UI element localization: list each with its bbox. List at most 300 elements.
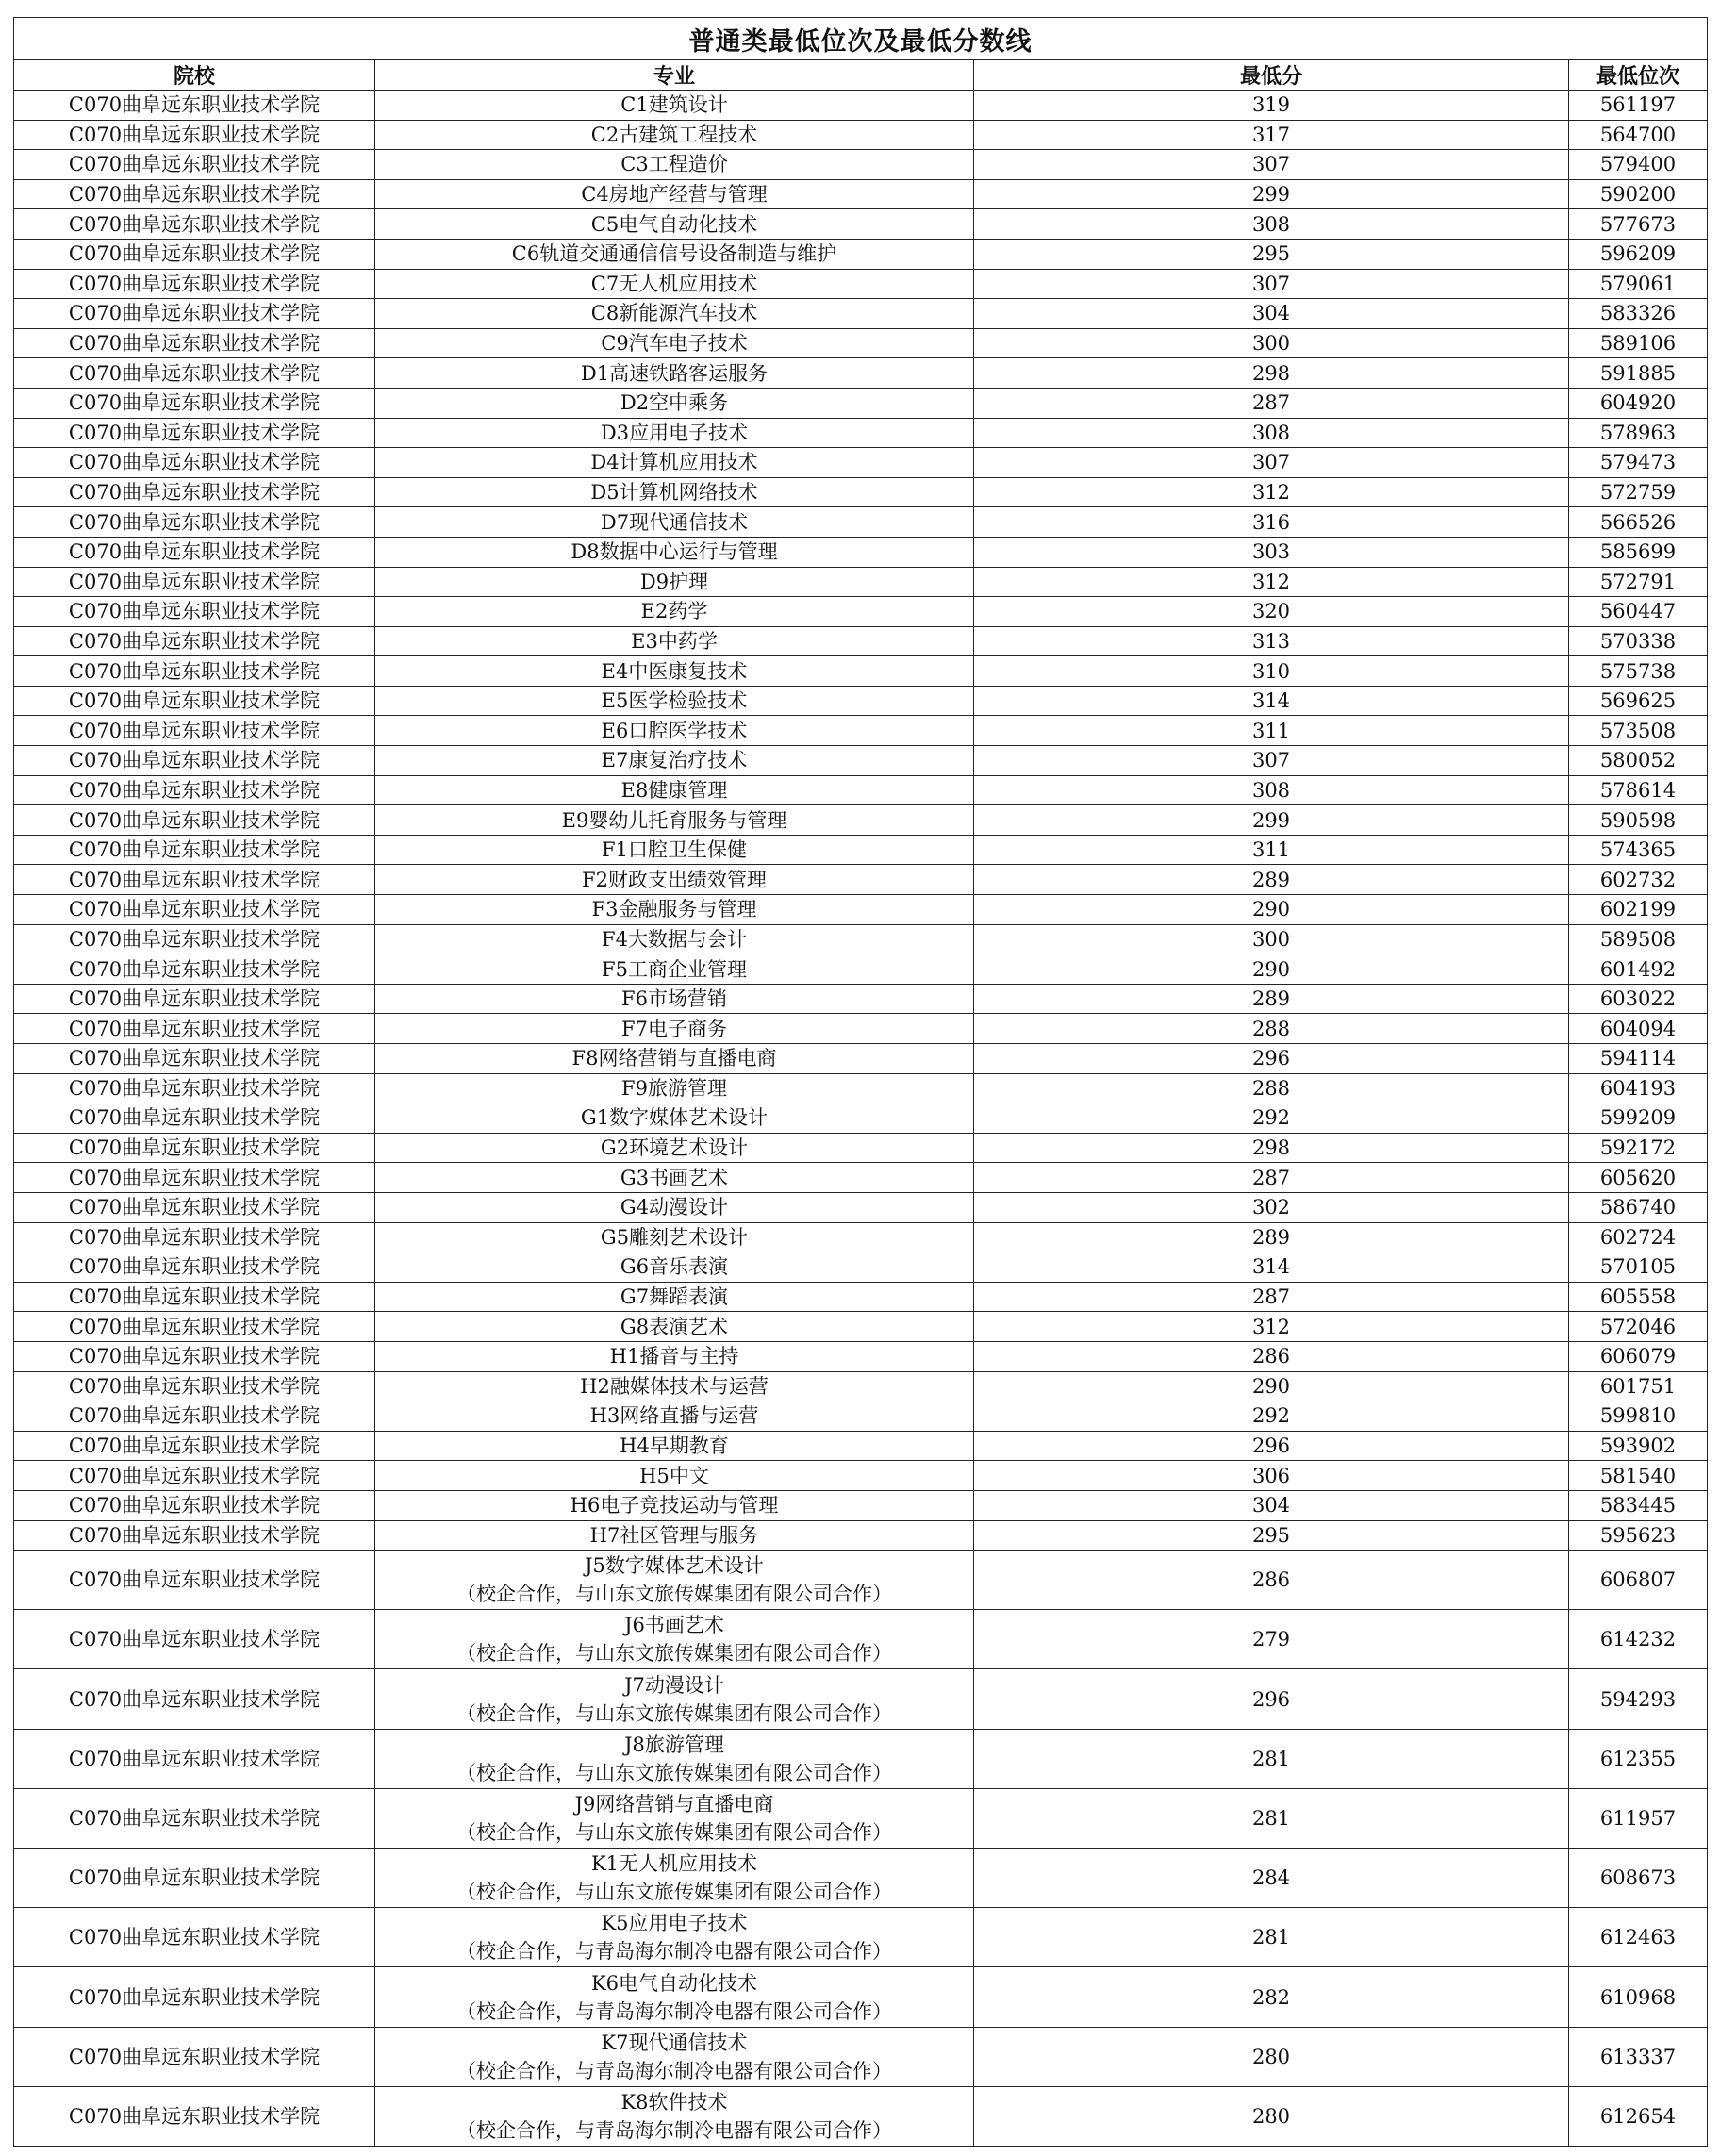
major-note: （校企合作，与青岛海尔制冷电器有限公司合作） (456, 2059, 892, 2082)
major-cell (375, 567, 974, 597)
major-cell (375, 269, 974, 299)
min-score-cell: 287 (974, 388, 1569, 418)
school-cell: C070曲阜远东职业技术学院 (14, 1133, 375, 1163)
min-rank-cell: 574365 (1569, 835, 1708, 865)
table-row (14, 1341, 1708, 1371)
major-name: G5雕刻艺术设计 (600, 1225, 749, 1249)
major-cell (375, 597, 974, 627)
min-score-cell: 314 (974, 686, 1569, 716)
major-name: J5数字媒体艺术设计 (585, 1554, 764, 1578)
major-cell (375, 656, 974, 687)
major-name: C9汽车电子技术 (601, 332, 748, 356)
major-name: D7现代通信技术 (600, 510, 749, 534)
major-name: F3金融服务与管理 (591, 898, 757, 921)
school-cell: C070曲阜远东职业技术学院 (14, 1401, 375, 1432)
min-rank-cell: 589508 (1569, 924, 1708, 954)
min-rank-cell: 586740 (1569, 1192, 1708, 1222)
min-score-cell: 319 (974, 91, 1569, 121)
table-row (14, 2086, 1708, 2146)
table-row (14, 865, 1708, 895)
min-score-cell: 298 (974, 1133, 1569, 1163)
school-cell: C070曲阜远东职业技术学院 (14, 1073, 375, 1103)
school-cell: C070曲阜远东职业技术学院 (14, 477, 375, 507)
table-row (14, 954, 1708, 985)
min-rank-cell: 589106 (1569, 328, 1708, 358)
table-row (14, 91, 1708, 121)
min-score-cell: 284 (974, 1849, 1569, 1908)
major-cell (375, 1103, 974, 1134)
major-cell (375, 746, 974, 776)
min-score-cell: 292 (974, 1401, 1569, 1432)
major-cell (375, 805, 974, 836)
major-cell (375, 120, 974, 150)
school-cell: C070曲阜远东职业技术学院 (14, 686, 375, 716)
min-rank-cell: 569625 (1569, 686, 1708, 716)
min-rank-cell: 612463 (1569, 1908, 1708, 1967)
major-cell (375, 537, 974, 567)
major-cell (375, 1401, 974, 1432)
major-name: K1无人机应用技术 (590, 1852, 758, 1876)
min-rank-cell: 604193 (1569, 1073, 1708, 1103)
min-rank-cell: 585699 (1569, 537, 1708, 567)
major-cell (375, 239, 974, 269)
min-rank-cell: 560447 (1569, 597, 1708, 627)
table-row (14, 1192, 1708, 1222)
min-score-cell: 303 (974, 537, 1569, 567)
min-rank-cell: 605620 (1569, 1163, 1708, 1193)
min-score-cell: 312 (974, 477, 1569, 507)
table-row (14, 2027, 1708, 2086)
min-score-cell: 298 (974, 358, 1569, 389)
min-score-cell: 300 (974, 924, 1569, 954)
major-cell (375, 448, 974, 478)
table-body (14, 91, 1708, 2147)
major-name: D2空中乘务 (620, 391, 729, 415)
min-rank-cell: 606807 (1569, 1551, 1708, 1610)
table-row (14, 537, 1708, 567)
school-cell: C070曲阜远东职业技术学院 (14, 537, 375, 567)
major-name: G4动漫设计 (620, 1196, 729, 1219)
school-cell: C070曲阜远东职业技术学院 (14, 507, 375, 538)
major-cell (375, 1729, 974, 1788)
major-cell (375, 1908, 974, 1967)
table-row (14, 1222, 1708, 1252)
table-row (14, 656, 1708, 687)
major-name: J9网络营销与直播电商 (574, 1792, 774, 1816)
min-score-cell: 296 (974, 1044, 1569, 1074)
major-name: E4中医康复技术 (601, 659, 748, 683)
school-cell: C070曲阜远东职业技术学院 (14, 775, 375, 805)
table-row (14, 1908, 1708, 1967)
school-cell: C070曲阜远东职业技术学院 (14, 1849, 375, 1908)
major-name: C8新能源汽车技术 (590, 302, 758, 325)
school-cell: C070曲阜远东职业技术学院 (14, 358, 375, 389)
min-score-cell: 281 (974, 1729, 1569, 1788)
major-name: J7动漫设计 (624, 1673, 724, 1697)
header-min-score: 最低分 (974, 60, 1569, 91)
major-cell (375, 418, 974, 448)
school-cell: C070曲阜远东职业技术学院 (14, 567, 375, 597)
major-cell (375, 835, 974, 865)
major-cell (375, 1341, 974, 1371)
school-cell: C070曲阜远东职业技术学院 (14, 1044, 375, 1074)
major-name: E3中药学 (631, 629, 718, 653)
school-cell: C070曲阜远东职业技术学院 (14, 1312, 375, 1342)
major-cell (375, 1371, 974, 1401)
major-note: （校企合作，与山东文旅传媒集团有限公司合作） (456, 1820, 892, 1844)
school-cell: C070曲阜远东职业技术学院 (14, 1371, 375, 1401)
min-rank-cell: 594114 (1569, 1044, 1708, 1074)
table-row (14, 418, 1708, 448)
major-name: E5医学检验技术 (601, 689, 748, 713)
header-major: 专业 (375, 60, 974, 91)
school-cell: C070曲阜远东职业技术学院 (14, 1967, 375, 2027)
min-score-cell: 308 (974, 418, 1569, 448)
major-name: E9婴幼儿托育服务与管理 (561, 808, 787, 832)
min-score-cell: 290 (974, 895, 1569, 925)
major-name: C7无人机应用技术 (590, 272, 758, 295)
table-row (14, 1461, 1708, 1491)
min-rank-cell: 572046 (1569, 1312, 1708, 1342)
min-score-cell: 311 (974, 716, 1569, 746)
major-cell (375, 865, 974, 895)
table-row (14, 1014, 1708, 1044)
min-rank-cell: 602724 (1569, 1222, 1708, 1252)
major-name: H3网络直播与运营 (589, 1404, 759, 1428)
min-rank-cell: 613337 (1569, 2027, 1708, 2086)
school-cell: C070曲阜远东职业技术学院 (14, 209, 375, 240)
major-cell (375, 328, 974, 358)
min-rank-cell: 573508 (1569, 716, 1708, 746)
table-row (14, 358, 1708, 389)
min-score-cell: 308 (974, 209, 1569, 240)
min-rank-cell: 566526 (1569, 507, 1708, 538)
header-min-rank: 最低位次 (1569, 60, 1708, 91)
school-cell: C070曲阜远东职业技术学院 (14, 299, 375, 329)
major-cell (375, 1312, 974, 1342)
min-rank-cell: 581540 (1569, 1461, 1708, 1491)
school-cell: C070曲阜远东职业技术学院 (14, 1014, 375, 1044)
table-row (14, 1669, 1708, 1729)
table-row (14, 567, 1708, 597)
min-score-cell: 289 (974, 1222, 1569, 1252)
min-score-cell: 307 (974, 448, 1569, 478)
major-cell (375, 2027, 974, 2086)
min-score-cell: 289 (974, 865, 1569, 895)
table-row (14, 775, 1708, 805)
major-name: F8网络营销与直播电商 (571, 1047, 777, 1070)
school-cell: C070曲阜远东职业技术学院 (14, 984, 375, 1014)
min-rank-cell: 570338 (1569, 626, 1708, 656)
major-cell (375, 1073, 974, 1103)
min-score-cell: 288 (974, 1014, 1569, 1044)
min-rank-cell: 594293 (1569, 1669, 1708, 1729)
major-name: F9旅游管理 (621, 1076, 727, 1100)
min-score-cell: 307 (974, 269, 1569, 299)
min-rank-cell: 583445 (1569, 1490, 1708, 1520)
major-cell (375, 1967, 974, 2027)
school-cell: C070曲阜远东职业技术学院 (14, 2086, 375, 2146)
min-score-cell: 304 (974, 1490, 1569, 1520)
major-name: K7现代通信技术 (601, 2031, 748, 2054)
min-rank-cell: 612355 (1569, 1729, 1708, 1788)
school-cell: C070曲阜远东职业技术学院 (14, 239, 375, 269)
school-cell: C070曲阜远东职业技术学院 (14, 179, 375, 209)
major-name: G2环境艺术设计 (600, 1136, 749, 1160)
major-cell (375, 716, 974, 746)
school-cell: C070曲阜远东职业技术学院 (14, 1282, 375, 1312)
major-name: H5中文 (639, 1464, 709, 1487)
table-row (14, 1967, 1708, 2027)
school-cell: C070曲阜远东职业技术学院 (14, 597, 375, 627)
min-score-cell: 280 (974, 2027, 1569, 2086)
table-row (14, 1073, 1708, 1103)
major-cell (375, 775, 974, 805)
major-name: G1数字媒体艺术设计 (580, 1106, 769, 1130)
min-score-cell: 310 (974, 656, 1569, 687)
major-cell (375, 984, 974, 1014)
major-name: K8软件技术 (620, 2090, 728, 2114)
major-cell (375, 2086, 974, 2146)
table-row (14, 1312, 1708, 1342)
min-rank-cell: 601492 (1569, 954, 1708, 985)
min-rank-cell: 595623 (1569, 1520, 1708, 1551)
major-note: （校企合作，与青岛海尔制冷电器有限公司合作） (456, 2118, 892, 2142)
major-name: G7舞蹈表演 (620, 1285, 729, 1309)
major-name: E6口腔医学技术 (601, 719, 748, 742)
table-row (14, 1133, 1708, 1163)
min-rank-cell: 605558 (1569, 1282, 1708, 1312)
major-cell (375, 686, 974, 716)
min-score-cell: 314 (974, 1252, 1569, 1283)
major-note: （校企合作，与青岛海尔制冷电器有限公司合作） (456, 1940, 892, 1964)
min-score-cell: 279 (974, 1610, 1569, 1669)
min-rank-cell: 577673 (1569, 209, 1708, 240)
min-rank-cell: 575738 (1569, 656, 1708, 687)
major-note: （校企合作，与山东文旅传媒集团有限公司合作） (456, 1881, 892, 1904)
major-name: H2融媒体技术与运营 (580, 1374, 769, 1398)
min-rank-cell: 564700 (1569, 120, 1708, 150)
table-row (14, 805, 1708, 836)
major-cell (375, 895, 974, 925)
school-cell: C070曲阜远东职业技术学院 (14, 1163, 375, 1193)
school-cell: C070曲阜远东职业技术学院 (14, 746, 375, 776)
major-name: K5应用电子技术 (601, 1912, 748, 1935)
table-row (14, 328, 1708, 358)
min-score-cell: 287 (974, 1282, 1569, 1312)
table-row (14, 1490, 1708, 1520)
school-cell: C070曲阜远东职业技术学院 (14, 656, 375, 687)
min-rank-cell: 580052 (1569, 746, 1708, 776)
major-name: E8健康管理 (620, 778, 728, 802)
school-cell: C070曲阜远东职业技术学院 (14, 1520, 375, 1551)
major-note: （校企合作，与山东文旅传媒集团有限公司合作） (456, 1642, 892, 1666)
min-rank-cell: 602199 (1569, 895, 1708, 925)
min-rank-cell: 572791 (1569, 567, 1708, 597)
school-cell: C070曲阜远东职业技术学院 (14, 2027, 375, 2086)
min-rank-cell: 608673 (1569, 1849, 1708, 1908)
min-score-cell: 290 (974, 954, 1569, 985)
min-rank-cell: 599209 (1569, 1103, 1708, 1134)
table-row (14, 686, 1708, 716)
major-name: K6电气自动化技术 (590, 1971, 758, 1995)
major-cell (375, 507, 974, 538)
major-cell (375, 150, 974, 180)
table-row (14, 1729, 1708, 1788)
min-rank-cell: 579061 (1569, 269, 1708, 299)
major-name: F7电子商务 (621, 1017, 727, 1040)
major-cell (375, 91, 974, 121)
table-row (14, 179, 1708, 209)
min-score-cell: 306 (974, 1461, 1569, 1491)
min-score-cell: 317 (974, 120, 1569, 150)
major-cell (375, 954, 974, 985)
major-cell (375, 1431, 974, 1461)
min-rank-cell: 578614 (1569, 775, 1708, 805)
major-note: （校企合作，与山东文旅传媒集团有限公司合作） (456, 1761, 892, 1784)
school-cell: C070曲阜远东职业技术学院 (14, 388, 375, 418)
major-name: D1高速铁路客运服务 (580, 361, 769, 385)
min-score-cell: 289 (974, 984, 1569, 1014)
school-cell: C070曲阜远东职业技术学院 (14, 328, 375, 358)
table-row (14, 1252, 1708, 1283)
school-cell: C070曲阜远东职业技术学院 (14, 1729, 375, 1788)
school-cell: C070曲阜远东职业技术学院 (14, 1788, 375, 1848)
major-note: （校企合作，与青岛海尔制冷电器有限公司合作） (456, 1999, 892, 2023)
school-cell: C070曲阜远东职业技术学院 (14, 805, 375, 836)
major-name: F4大数据与会计 (602, 927, 747, 951)
school-cell: C070曲阜远东职业技术学院 (14, 865, 375, 895)
min-score-cell: 299 (974, 179, 1569, 209)
school-cell: C070曲阜远东职业技术学院 (14, 1103, 375, 1134)
min-score-cell: 286 (974, 1551, 1569, 1610)
major-cell (375, 924, 974, 954)
min-rank-cell: 596209 (1569, 239, 1708, 269)
major-cell (375, 358, 974, 389)
major-cell (375, 1163, 974, 1193)
school-cell: C070曲阜远东职业技术学院 (14, 716, 375, 746)
table-row (14, 209, 1708, 240)
min-rank-cell: 593902 (1569, 1431, 1708, 1461)
major-name: D3应用电子技术 (600, 421, 749, 444)
major-cell (375, 179, 974, 209)
table-title: 普通类最低位次及最低分数线 (14, 18, 1708, 60)
major-name: J8旅游管理 (624, 1733, 724, 1756)
min-rank-cell: 579400 (1569, 150, 1708, 180)
min-rank-cell: 578963 (1569, 418, 1708, 448)
major-name: G3书画艺术 (620, 1166, 729, 1189)
min-score-cell: 282 (974, 1967, 1569, 2027)
table-row (14, 1849, 1708, 1908)
table-row (14, 1551, 1708, 1610)
table-row (14, 150, 1708, 180)
table-row (14, 924, 1708, 954)
min-score-cell: 299 (974, 805, 1569, 836)
major-cell (375, 1222, 974, 1252)
school-cell: C070曲阜远东职业技术学院 (14, 626, 375, 656)
school-cell: C070曲阜远东职业技术学院 (14, 1341, 375, 1371)
table-row (14, 746, 1708, 776)
min-rank-cell: 592172 (1569, 1133, 1708, 1163)
table-row (14, 1371, 1708, 1401)
min-score-cell: 288 (974, 1073, 1569, 1103)
score-table (13, 17, 1708, 2147)
school-cell: C070曲阜远东职业技术学院 (14, 1490, 375, 1520)
min-score-cell: 286 (974, 1341, 1569, 1371)
major-cell (375, 1192, 974, 1222)
major-name: C6轨道交通通信信号设备制造与维护 (511, 242, 837, 266)
school-cell: C070曲阜远东职业技术学院 (14, 835, 375, 865)
major-name: F6市场营销 (621, 987, 727, 1011)
major-name: D5计算机网络技术 (590, 481, 758, 505)
table-row (14, 239, 1708, 269)
min-rank-cell: 604094 (1569, 1014, 1708, 1044)
major-name: C2古建筑工程技术 (590, 123, 758, 146)
school-cell: C070曲阜远东职业技术学院 (14, 1669, 375, 1729)
table-row (14, 1431, 1708, 1461)
major-name: C1建筑设计 (620, 93, 728, 117)
min-rank-cell: 561197 (1569, 91, 1708, 121)
min-score-cell: 307 (974, 746, 1569, 776)
major-name: C5电气自动化技术 (590, 212, 758, 236)
major-cell (375, 1490, 974, 1520)
min-rank-cell: 614232 (1569, 1610, 1708, 1669)
major-name: F2财政支出绩效管理 (582, 868, 767, 891)
min-rank-cell: 611957 (1569, 1788, 1708, 1848)
table-row (14, 835, 1708, 865)
min-rank-cell: 579473 (1569, 448, 1708, 478)
major-cell (375, 299, 974, 329)
min-rank-cell: 590598 (1569, 805, 1708, 836)
table-row (14, 1103, 1708, 1134)
min-score-cell: 300 (974, 328, 1569, 358)
major-name: G8表演艺术 (620, 1315, 729, 1338)
major-note: （校企合作，与山东文旅传媒集团有限公司合作） (456, 1701, 892, 1725)
major-note: （校企合作，与山东文旅传媒集团有限公司合作） (456, 1583, 892, 1606)
min-score-cell: 292 (974, 1103, 1569, 1134)
major-name: D8数据中心运行与管理 (571, 540, 778, 564)
school-cell: C070曲阜远东职业技术学院 (14, 150, 375, 180)
table-row (14, 1520, 1708, 1551)
min-score-cell: 320 (974, 597, 1569, 627)
major-name: H6电子竞技运动与管理 (570, 1494, 779, 1517)
major-cell (375, 1849, 974, 1908)
major-name: F5工商企业管理 (602, 957, 747, 981)
major-name: F1口腔卫生保健 (602, 838, 747, 862)
table-row (14, 1788, 1708, 1848)
min-rank-cell: 572759 (1569, 477, 1708, 507)
table-row (14, 1401, 1708, 1432)
table-row (14, 895, 1708, 925)
min-score-cell: 304 (974, 299, 1569, 329)
school-cell: C070曲阜远东职业技术学院 (14, 895, 375, 925)
table-row (14, 477, 1708, 507)
major-cell (375, 1014, 974, 1044)
min-rank-cell: 604920 (1569, 388, 1708, 418)
table-row (14, 1610, 1708, 1669)
major-name: C3工程造价 (620, 153, 728, 176)
major-cell (375, 1133, 974, 1163)
school-cell: C070曲阜远东职业技术学院 (14, 418, 375, 448)
min-score-cell: 307 (974, 150, 1569, 180)
major-cell (375, 1461, 974, 1491)
min-score-cell: 311 (974, 835, 1569, 865)
table-row (14, 597, 1708, 627)
min-score-cell: 295 (974, 1520, 1569, 1551)
school-cell: C070曲阜远东职业技术学院 (14, 954, 375, 985)
table-row (14, 1163, 1708, 1193)
min-rank-cell: 606079 (1569, 1341, 1708, 1371)
